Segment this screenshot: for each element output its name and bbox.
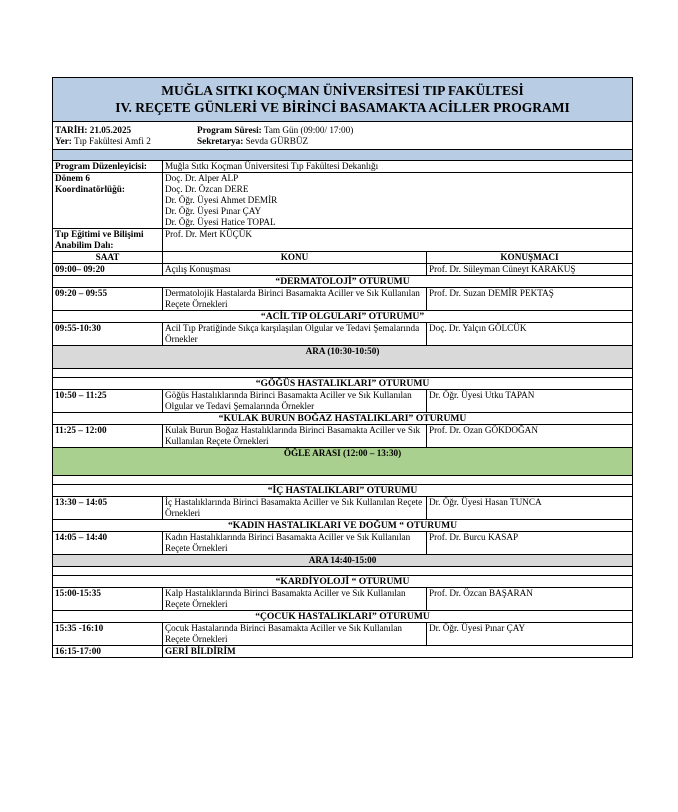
break-row: ARA 14:40-15:00	[53, 555, 633, 567]
row-topic: Çocuk Hastalarında Birinci Basamakta Aciller ve Sık Kullanılan Reçete Örnekleri	[163, 623, 427, 646]
date-label: TARİH:	[55, 125, 88, 135]
session-header: “ACİL TIP OLGULARI” OTURUMU”	[53, 311, 633, 323]
session-header: “KADIN HASTALIKLARI VE DOĞUM “ OTURUMU	[53, 520, 633, 532]
row-speaker: Prof. Dr. Özcan BAŞARAN	[427, 588, 633, 611]
schedule-row	[53, 497, 633, 520]
secretary-label: Sekretarya:	[197, 136, 244, 146]
session-header: “ÇOCUK HASTALIKLARI” OTURUMU	[53, 611, 633, 623]
row-time: 15:00-15:35	[53, 588, 163, 611]
session-header: “DERMATOLOJİ” OTURUMU	[53, 276, 633, 288]
row-time: 15:35 -16:10	[53, 623, 163, 646]
row-time: 14:05 – 14:40	[53, 532, 163, 555]
coordinator-item: Dr. Öğr. Üyesi Hatice TOPAL	[165, 217, 276, 227]
schedule-row	[53, 425, 633, 448]
coordinator-item: Doç. Dr. Özcan DERE	[165, 184, 249, 194]
coordinator-item: Dr. Öğr. Üyesi Pınar ÇAY	[165, 206, 262, 216]
duration-value: Tam Gün (09:00/ 17:00)	[263, 125, 354, 135]
department-value: Prof. Dr. Mert KÜÇÜK	[163, 229, 633, 252]
department-label: Tıp Eğitimi ve Bilişimi Anabilim Dalı:	[53, 229, 163, 252]
schedule-row	[53, 264, 633, 276]
schedule-row	[53, 588, 633, 611]
title-line-2: IV. REÇETE GÜNLERİ VE BİRİNCİ BASAMAKTA ACİLLER PROGRAMI	[115, 100, 570, 115]
schedule-row	[53, 646, 633, 658]
coordinator-item: Doç. Dr. Alper ALP	[165, 173, 239, 183]
row-speaker: Prof. Dr. Süleyman Cüneyt KARAKUŞ	[427, 264, 633, 276]
title-line-1: MUĞLA SITKI KOÇMAN ÜNİVERSİTESİ TIP FAKÜLTESİ	[161, 83, 524, 98]
program-document	[52, 77, 632, 658]
divider-band	[53, 150, 633, 161]
secretary-value: Sevda GÜRBÜZ	[245, 136, 309, 146]
row-topic: Kadın Hastalıklarında Birinci Basamakta Aciller ve Sık Kullanılan Reçete Örnekleri	[163, 532, 427, 555]
coordinator-list	[163, 173, 633, 229]
row-time: 13:30 – 14:05	[53, 497, 163, 520]
schedule-row	[53, 623, 633, 646]
column-header-time: SAAT	[53, 252, 163, 264]
row-speaker: Prof. Dr. Suzan DEMİR PEKTAŞ	[427, 288, 633, 311]
row-time: 09:20 – 09:55	[53, 288, 163, 311]
row-speaker: Prof. Dr. Burcu KASAP	[427, 532, 633, 555]
schedule-row	[53, 288, 633, 311]
lunch-break-row: ÖĞLE ARASI (12:00 – 13:30)	[53, 448, 633, 476]
column-header-speaker: KONUŞMACI	[427, 252, 633, 264]
session-header: “KARDİYOLOJİ “ OTURUMU	[53, 576, 633, 588]
session-header: “KULAK BURUN BOĞAZ HASTALIKLARI” OTURUMU	[53, 413, 633, 425]
row-time: 10:50 – 11:25	[53, 390, 163, 413]
place-label: Yer:	[55, 136, 72, 146]
row-topic: Kulak Burun Boğaz Hastalıklarında Birinci Basamakta Aciller ve Sık Kullanılan Reçete Örnekleri	[163, 425, 427, 448]
schedule-row	[53, 390, 633, 413]
row-topic: İç Hastalıklarında Birinci Basamakta Aciller ve Sık Kullanılan Reçete Örnekleri	[163, 497, 427, 520]
organizer-value: Muğla Sıtkı Koçman Üniversitesi Tıp Fakültesi Dekanlığı	[163, 161, 633, 173]
spacer-row	[53, 476, 633, 485]
session-header: “GÖĞÜS HASTALIKLARI” OTURUMU	[53, 378, 633, 390]
row-speaker: Dr. Öğr. Üyesi Pınar ÇAY	[427, 623, 633, 646]
row-speaker: Dr. Öğr. Üyesi Utku TAPAN	[427, 390, 633, 413]
schedule-row	[53, 323, 633, 346]
place-value: Tıp Fakültesi Amfi 2	[73, 136, 151, 146]
spacer-row	[53, 567, 633, 576]
row-topic: Açılış Konuşması	[163, 264, 427, 276]
organizer-label: Program Düzenleyicisi:	[53, 161, 163, 173]
column-header-topic: KONU	[163, 252, 427, 264]
row-topic: GERİ BİLDİRİM	[163, 646, 633, 658]
row-speaker: Dr. Öğr. Üyesi Hasan TUNCA	[427, 497, 633, 520]
row-topic: Acil Tıp Pratiğinde Sıkça karşılaşılan Olgular ve Tedavi Şemalarında Örnekler	[163, 323, 427, 346]
row-time: 11:25 – 12:00	[53, 425, 163, 448]
date-value: 21.05.2025	[89, 125, 132, 135]
row-topic: Kalp Hastalıklarında Birinci Basamakta Aciller ve Sık Kullanılan Reçete Örnekleri	[163, 588, 427, 611]
spacer-row	[53, 369, 633, 378]
break-row: ARA (10:30-10:50)	[53, 346, 633, 369]
duration-label: Program Süresi:	[197, 125, 262, 135]
row-time: 16:15-17:00	[53, 646, 163, 658]
row-speaker: Doç. Dr. Yalçın GÖLCÜK	[427, 323, 633, 346]
coordinator-label: Dönem 6 Koordinatörlüğü:	[53, 173, 163, 229]
schedule-row	[53, 532, 633, 555]
program-meta	[53, 122, 633, 150]
coordinator-item: Dr. Öğr. Üyesi Ahmet DEMİR	[165, 195, 278, 205]
row-speaker: Prof. Dr. Ozan GÖKDOĞAN	[427, 425, 633, 448]
row-topic: Göğüs Hastalıklarında Birinci Basamakta Aciller ve Sık Kullanılan Olgular ve Tedavi Şemalarında Örnekler	[163, 390, 427, 413]
session-header: “İÇ HASTALIKLARI” OTURUMU	[53, 485, 633, 497]
document-title	[53, 78, 633, 122]
row-topic: Dermatolojik Hastalarda Birinci Basamakta Aciller ve Sık Kullanılan Reçete Örnekleri	[163, 288, 427, 311]
row-time: 09:00– 09:20	[53, 264, 163, 276]
program-table	[52, 77, 633, 658]
row-time: 09:55-10:30	[53, 323, 163, 346]
